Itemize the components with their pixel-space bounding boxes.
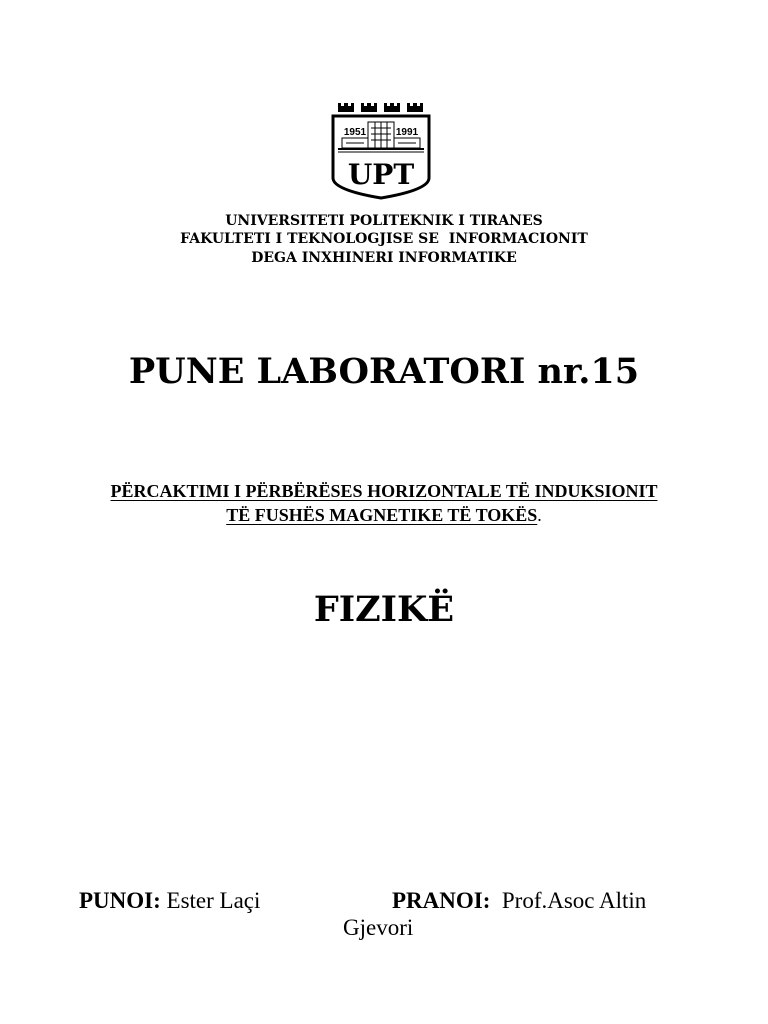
university-name: UNIVERSITETI POLITEKNIK I TIRANES [225,213,543,229]
logo-text: UPT [347,158,415,191]
topic-text-1: PËRCAKTIMI I PËRBËRËSES HORIZONTALE TË INDUKSIONIT [110,481,658,501]
lab-title: PUNE LABORATORI nr.15 [128,351,640,392]
department-name: DEGA INXHINERI INFORMATIKE [251,250,517,266]
signature-punoi [79,887,260,915]
upt-logo [330,100,432,200]
punoi-label: PUNOI: [79,888,161,913]
pranoi-name-continued: Gjevori [343,915,414,940]
topic-period: . [537,505,542,525]
faculty-name: FAKULTETI I TEKNOLOGJISE SE INFORMACIONIT [180,231,588,247]
topic-line-2 [0,504,768,527]
pranoi-label: PRANOI: [392,888,491,913]
topic-text-2: TË FUSHËS MAGNETIKE TË TOKËS [226,505,538,525]
topic-line-1 [0,480,768,503]
punoi-name: Ester Laçi [166,888,261,913]
subject-title: FIZIKË [313,589,455,630]
signature-pranoi [392,887,646,915]
logo-year-right: 1991 [395,127,419,138]
pranoi-name: Prof.Asoc Altin [501,888,647,913]
logo-year-left: 1951 [343,127,367,138]
